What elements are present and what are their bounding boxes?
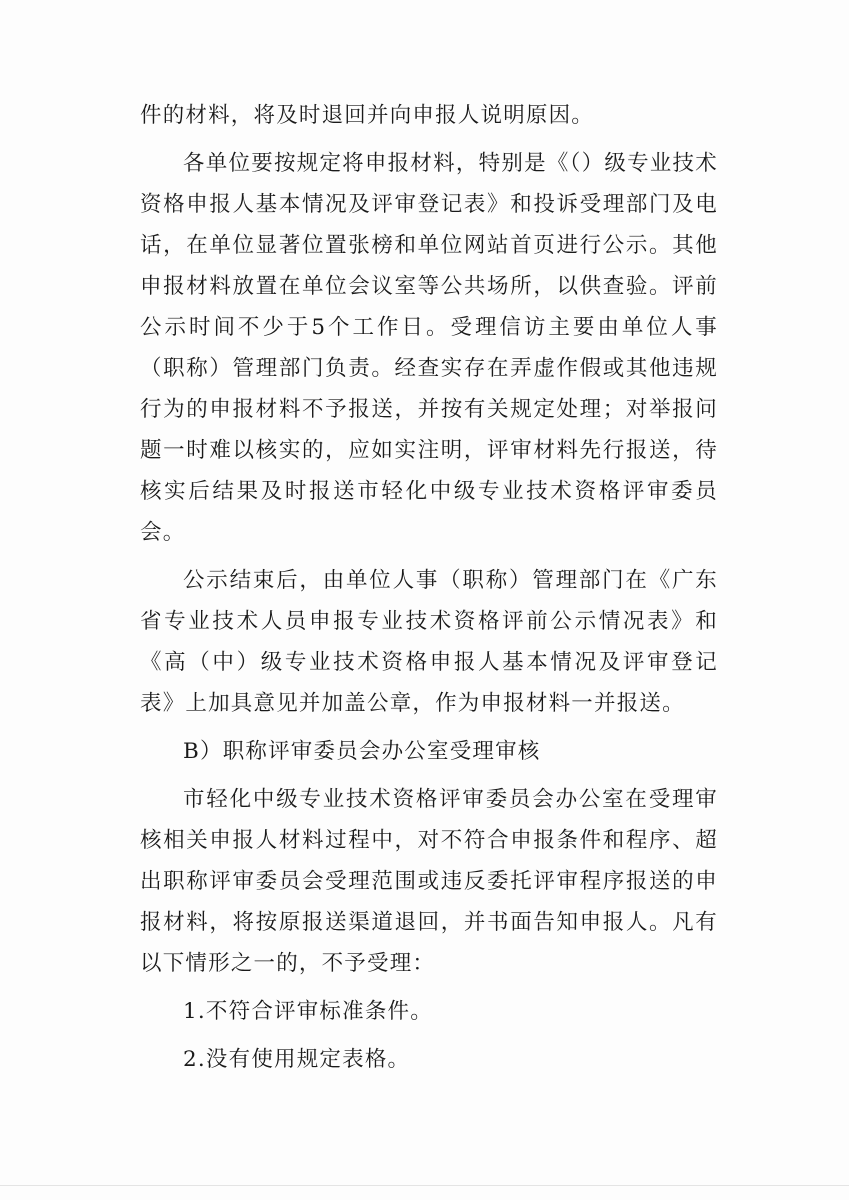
paragraph-after-publicity: 公示结束后，由单位人事（职称）管理部门在《广东省专业技术人员申报专业技术资格评前公示情况表》和《高（中）级专业技术资格申报人基本情况及评审登记表》上加具意见并加盖公章，作为申报材料一并报送。 [140,568,718,716]
paragraph-publicity-requirements: 各单位要按规定将申报材料，特别是《（）级专业技术资格申报人基本情况及评审登记表》和投诉受理部门及电话，在单位显著位置张榜和单位网站首页进行公示。其他申报材料放置在单位会议室等公共场所，以供查验。评前公示时间不少于5个工作日。受理信访主要由单位人事（职称）管理部门负责。经查实存在弄虚作假或其他违规行为的申报材料不予报送，并按有关规定处理；对举报问题一时难以核实的，应如实注明，评审材料先行报送，待核实后结果及时报送市轻化中级专业技术资格评审委员会。 [140,151,718,545]
paragraph-office-review: 市轻化中级专业技术资格评审委员会办公室在受理审核相关申报人材料过程中，对不符合申报条件和程序、超出职称评审委员会受理范围或违反委托评审程序报送的申报材料，将按原报送渠道退回，并书面告知申报人。凡有以下情形之一的，不予受理： [140,787,718,976]
paragraph-continuation: 件的材料，将及时退回并向申报人说明原因。 [140,103,595,128]
page-bottom-edge [0,1185,849,1186]
list-item-1: 1.不符合评审标准条件。 [183,999,433,1024]
section-heading-b: B）职称评审委员会办公室受理审核 [183,739,541,764]
document-body [140,95,718,1087]
list-item-2: 2.没有使用规定表格。 [183,1047,411,1072]
